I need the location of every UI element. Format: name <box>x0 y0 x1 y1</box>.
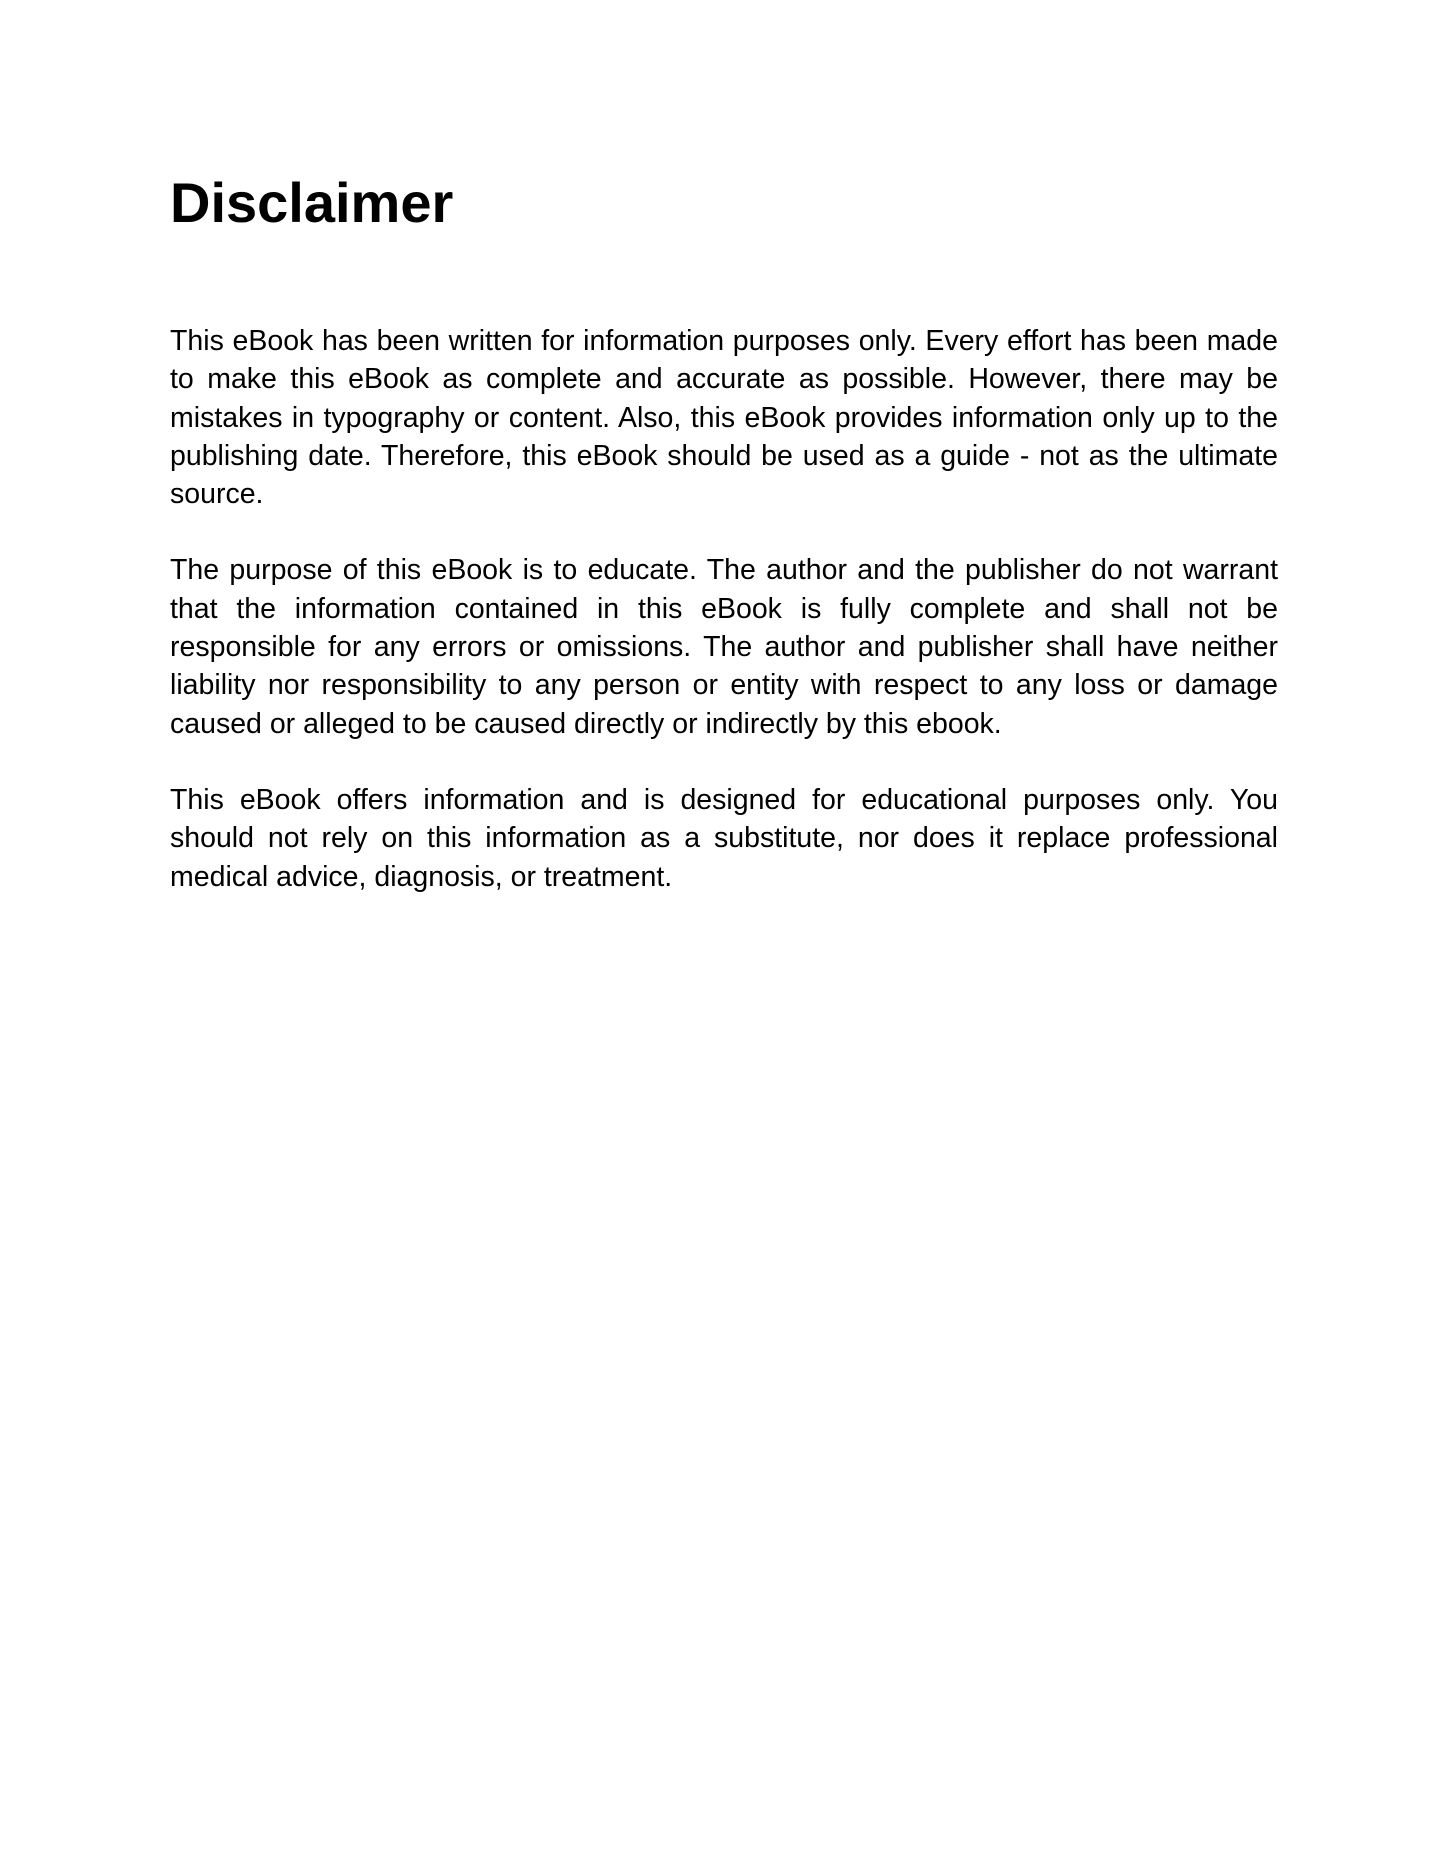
disclaimer-paragraph-purpose: The purpose of this eBook is to educate. The author and the publisher do not warrant that the information contained in this eBook is fully complete and shall not be responsible for any errors or omissions. The author and publisher shall have neither liability nor responsibility to any person or entity with respect to any loss or damage caused or alleged to be caused directly or indirectly by this ebook. <box>170 554 1278 740</box>
page-title: Disclaimer <box>170 171 454 234</box>
document-content <box>170 168 1278 896</box>
disclaimer-paragraph-educational: This eBook offers information and is designed for educational purposes only. You should not rely on this information as a substitute, nor does it replace professional medical advice, diagnosis, or treatment. <box>170 783 1278 893</box>
disclaimer-paragraph-information-purposes: This eBook has been written for information purposes only. Every effort has been made to make this eBook as complete and accurate as possible. However, there may be mistakes in typography or content. Also, this eBook provides information only up to the publishing date. Therefore, this eBook should be used as a guide - not as the ultimate source. <box>170 325 1278 511</box>
